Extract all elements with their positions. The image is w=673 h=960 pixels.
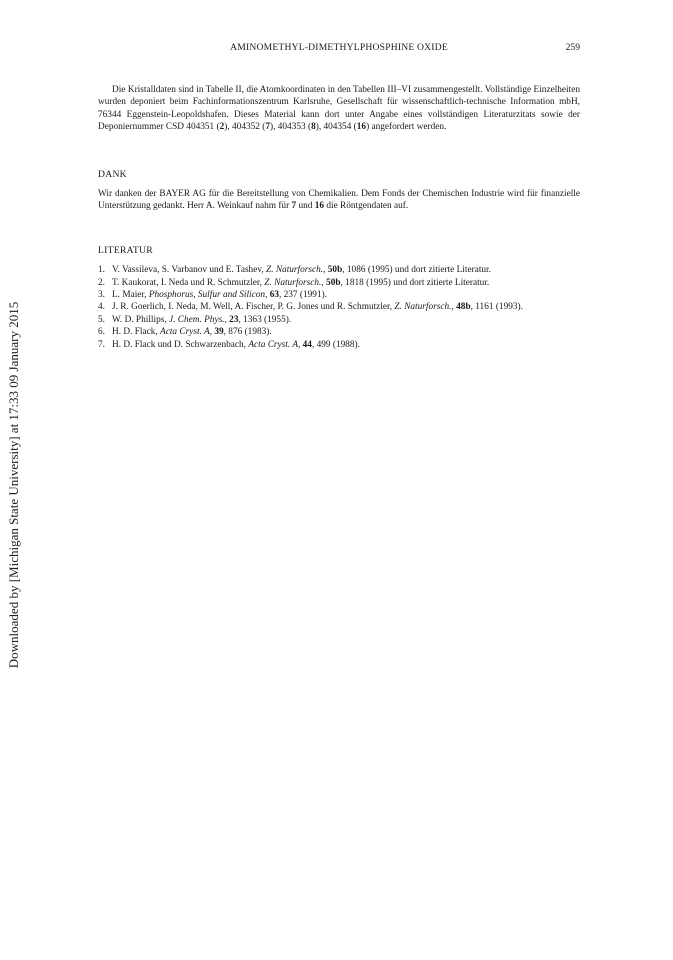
reference-number: 6. [98, 327, 105, 338]
article-page [98, 42, 580, 351]
reference-number: 5. [98, 314, 105, 325]
reference-number: 7. [98, 339, 105, 350]
intro-text: ), 404352 ( [224, 122, 266, 133]
running-header [98, 42, 580, 56]
reference-journal: Z. Naturforsch. [394, 302, 452, 313]
reference-authors: T. Kaukorat, I. Neda und R. Schmutzler, [112, 277, 265, 288]
literatur-heading: LITERATUR [98, 244, 153, 256]
reference-authors: J. R. Goerlich, I. Neda, M. Well, A. Fischer, P. G. Jones und R. Schmutzler, [112, 302, 395, 313]
dank-text: Wir danken der BAYER AG für die Bereitstellung von Chemikalien. Dem Fonds der Chemischen Industrie wird für finanzielle Unterstützung gedankt. Herr A. Weinkauf nahm für [98, 189, 580, 212]
reference-pages-year: , 237 (1991). [278, 290, 328, 301]
compound-number: 16 [356, 122, 367, 133]
reference-separator: , [298, 339, 303, 350]
reference-separator: , [265, 290, 270, 301]
reference-authors: W. D. Phillips, [112, 314, 169, 325]
reference-pages-year: , 1363 (1955). [238, 314, 292, 325]
crystal-data-paragraph [98, 84, 580, 134]
reference-item [98, 289, 580, 301]
reference-volume: 39 [214, 327, 224, 338]
reference-separator: , [451, 302, 457, 313]
compound-number: 2 [219, 122, 225, 133]
reference-pages-year: , 1161 (1993). [470, 302, 523, 313]
reference-volume: 23 [229, 314, 239, 325]
dank-text: und [296, 201, 315, 212]
reference-volume: 63 [269, 290, 279, 301]
download-watermark [0, 0, 28, 960]
reference-journal: Phosphorus, Sulfur and Silicon [148, 290, 266, 301]
intro-text: Vollständige Einzelheiten wurden deponiert beim Fachinformationszentrum Karlsruhe, Gesellschaft für wissenschaftlich-technische Information mbH, 76344 Eggenstein-Leopoldshafen. Dieses Material kann dort unter Angabe eines vollständigen Literaturzitats sowie der Deponiernummer CSD 404351 ( [98, 85, 580, 133]
reference-separator: , [321, 277, 327, 288]
reference-authors: L. Maier, [112, 290, 149, 301]
reference-journal: Z. Naturforsch. [266, 265, 324, 276]
reference-journal: Acta Cryst. A [160, 327, 210, 338]
compound-number: 16 [314, 201, 325, 212]
reference-number: 1. [98, 265, 105, 276]
reference-item [98, 326, 580, 338]
intro-line: Die Kristalldaten sind in Tabelle II, die Atomkoordinaten in den Tabellen III–VI zusammengestellt. [112, 85, 483, 95]
reference-item [98, 264, 580, 276]
compound-number: 7 [291, 201, 297, 212]
compound-number: 7 [265, 122, 270, 133]
reference-number: 4. [98, 302, 105, 313]
reference-list [98, 264, 580, 351]
reference-item [98, 339, 580, 351]
reference-journal: Acta Cryst. A [248, 339, 298, 350]
reference-pages-year: , 876 (1983). [223, 327, 272, 338]
reference-number: 2. [98, 277, 105, 288]
intro-text: ), 404353 ( [270, 122, 312, 133]
reference-journal: Z. Naturforsch. [264, 277, 322, 288]
reference-volume: 48b [456, 302, 471, 313]
running-title: AMINOMETHYL-DIMETHYLPHOSPHINE OXIDE [230, 42, 448, 53]
intro-text: ) angefordert werden. [366, 122, 447, 133]
acknowledgement-paragraph [98, 188, 580, 213]
reference-pages-year: , 1818 (1995) und dort zitierte Literatur. [340, 277, 490, 288]
reference-authors: H. D. Flack, [112, 327, 161, 338]
reference-volume: 50b [326, 277, 341, 288]
dank-heading: DANK [98, 168, 127, 180]
reference-volume: 44 [302, 339, 312, 350]
reference-pages-year: , 499 (1988). [311, 339, 360, 350]
reference-pages-year: , 1086 (1995) und dort zitierte Literatur. [342, 265, 491, 276]
reference-item [98, 277, 580, 289]
reference-separator: , [323, 265, 328, 276]
reference-volume: 50b [327, 265, 343, 276]
reference-number: 3. [98, 290, 105, 301]
reference-journal: J. Chem. Phys. [169, 314, 225, 325]
reference-separator: , [209, 327, 215, 338]
intro-text: ), 404354 ( [315, 122, 357, 133]
page-number: 259 [565, 42, 580, 53]
reference-authors: V. Vassileva, S. Varbanov und E. Tashev, [112, 265, 267, 276]
reference-item [98, 301, 580, 313]
reference-authors: H. D. Flack und D. Schwarzenbach, [112, 339, 249, 350]
dank-text: die Röntgendaten auf. [324, 201, 409, 212]
reference-item [98, 314, 580, 326]
reference-separator: , [224, 314, 230, 325]
compound-number: 8 [311, 122, 316, 133]
download-watermark-text: Downloaded by [Michigan State University] at 17:33 09 January 2015 [6, 301, 21, 669]
